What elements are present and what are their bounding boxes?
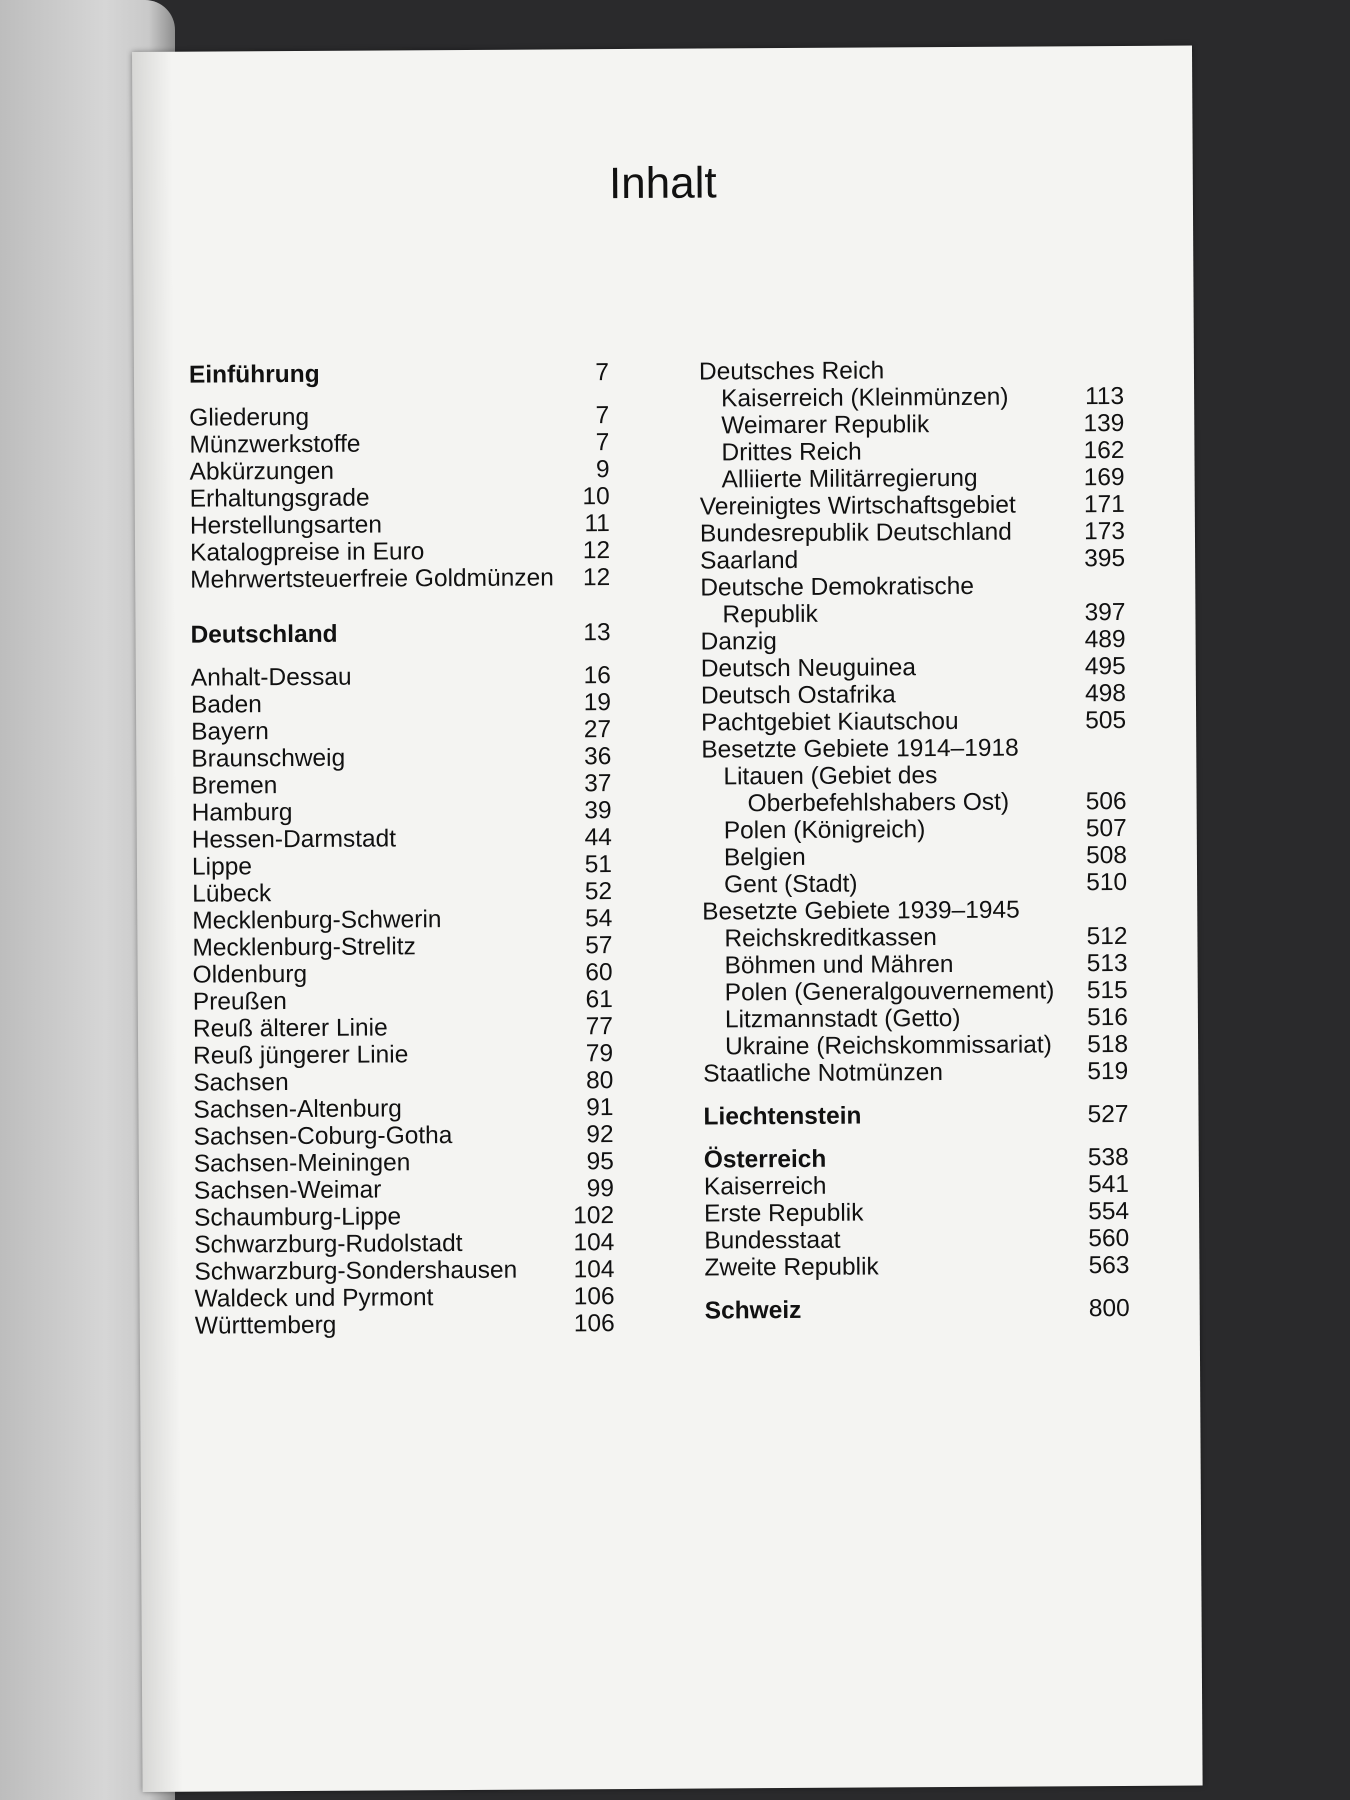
toc-entry-label: Gent (Stadt) bbox=[724, 870, 858, 899]
toc-entry-label: Deutsch Neuguinea bbox=[700, 654, 917, 683]
toc-entry-label: Abkürzungen bbox=[189, 457, 335, 486]
toc-entry-page: 519 bbox=[1087, 1057, 1129, 1086]
book-page bbox=[132, 46, 1203, 1792]
toc-entry-page: 99 bbox=[586, 1175, 615, 1203]
toc-entry bbox=[701, 734, 1126, 764]
toc-entry bbox=[194, 1148, 614, 1178]
toc-entry bbox=[192, 932, 612, 962]
toc-entry bbox=[195, 1310, 615, 1340]
toc-entry-page: 515 bbox=[1086, 976, 1128, 1005]
toc-entry-label: Böhmen und Mähren bbox=[724, 950, 954, 980]
toc-entry bbox=[195, 1283, 615, 1313]
toc-entry-label: Mecklenburg-Strelitz bbox=[192, 933, 416, 962]
toc-entry-label: Ukraine (Reichskommissariat) bbox=[725, 1031, 1052, 1061]
toc-entry-page: 19 bbox=[583, 689, 612, 717]
toc-entry-page: 12 bbox=[582, 564, 611, 592]
toc-entry-page: 508 bbox=[1085, 841, 1128, 870]
toc-entry bbox=[192, 851, 612, 881]
toc-entry bbox=[189, 429, 609, 459]
toc-entry bbox=[190, 564, 610, 594]
toc-entry bbox=[190, 537, 610, 567]
toc-entry-page: 37 bbox=[584, 770, 612, 798]
toc-entry-page: 113 bbox=[1084, 382, 1125, 411]
toc-entry-page: 60 bbox=[585, 959, 613, 987]
toc-entry bbox=[703, 1058, 1128, 1088]
toc-entry bbox=[699, 410, 1124, 440]
toc-entry bbox=[702, 869, 1127, 899]
toc-entry-page: 11 bbox=[584, 510, 610, 538]
toc-entry bbox=[189, 456, 609, 486]
toc-entry bbox=[702, 842, 1127, 872]
toc-entry bbox=[189, 402, 609, 432]
toc-entry-label: Weimarer Republik bbox=[721, 411, 930, 440]
toc-entry-page: 36 bbox=[583, 743, 612, 771]
toc-entry-page: 102 bbox=[573, 1202, 615, 1230]
toc-entry-page: 513 bbox=[1086, 949, 1128, 978]
toc-entry-label: Lübeck bbox=[192, 880, 272, 908]
toc-entry-page: 800 bbox=[1088, 1294, 1130, 1323]
toc-entry-label: Münzwerkstoffe bbox=[189, 430, 361, 459]
toc-entry-page: 77 bbox=[585, 1013, 614, 1041]
toc-entry-label: Mecklenburg-Schwerin bbox=[192, 906, 442, 935]
toc-entry-label: Saarland bbox=[700, 546, 799, 575]
toc-column-right bbox=[699, 356, 1130, 1325]
toc-entry-page: 106 bbox=[573, 1283, 615, 1311]
toc-entry-label: Erste Republik bbox=[704, 1199, 864, 1228]
toc-entry-label: Deutsches Reich bbox=[698, 357, 885, 386]
toc-column-left bbox=[189, 359, 615, 1340]
toc-entry-page: 395 bbox=[1084, 544, 1126, 573]
toc-entry bbox=[699, 383, 1124, 413]
toc-section bbox=[190, 619, 610, 649]
toc-entry bbox=[191, 743, 611, 773]
toc-entry-page: 173 bbox=[1083, 517, 1126, 546]
toc-entry-label: Schaumburg-Lippe bbox=[194, 1203, 402, 1232]
toc-entry bbox=[704, 1225, 1129, 1255]
toc-entry-label: Sachsen-Weimar bbox=[193, 1176, 382, 1205]
toc-entry-page: 554 bbox=[1088, 1197, 1130, 1226]
toc-entry-page: 57 bbox=[585, 932, 613, 960]
toc-entry-label: Baden bbox=[190, 691, 262, 719]
toc-section bbox=[703, 1101, 1128, 1131]
toc-entry-label: Zweite Republik bbox=[704, 1253, 879, 1282]
toc-entry-label: Oberbefehlshabers Ost) bbox=[747, 788, 1010, 818]
toc-entry-label: Vereinigtes Wirtschaftsgebiet bbox=[699, 491, 1016, 521]
toc-entry bbox=[194, 1202, 614, 1232]
toc-entry-label: Württemberg bbox=[194, 1311, 337, 1340]
toc-entry-label: Anhalt-Dessau bbox=[190, 663, 352, 692]
toc-section bbox=[705, 1295, 1130, 1325]
toc-entry bbox=[191, 662, 611, 692]
toc-entry bbox=[193, 1094, 613, 1124]
toc-entry-label: Danzig bbox=[700, 628, 777, 656]
toc-entry-page: 507 bbox=[1085, 814, 1127, 843]
toc-entry-page: 92 bbox=[586, 1121, 614, 1149]
toc-entry bbox=[191, 689, 611, 719]
toc-entry bbox=[701, 707, 1126, 737]
toc-entry bbox=[702, 788, 1127, 818]
toc-entry bbox=[701, 680, 1126, 710]
toc-entry bbox=[704, 1252, 1129, 1282]
toc-entry-page: 10 bbox=[582, 483, 610, 511]
toc-entry bbox=[699, 437, 1124, 467]
toc-entry-label: Waldeck und Pyrmont bbox=[194, 1284, 434, 1313]
toc-entry-page: 527 bbox=[1087, 1100, 1129, 1129]
toc-entry bbox=[700, 599, 1125, 629]
toc-entry bbox=[701, 626, 1126, 656]
toc-entry-label: Schwarzburg-Sondershausen bbox=[194, 1256, 518, 1286]
toc-entry-page: 91 bbox=[586, 1094, 614, 1122]
toc-entry-label: Sachsen-Altenburg bbox=[193, 1095, 402, 1124]
toc-entry bbox=[193, 1067, 613, 1097]
toc-entry bbox=[701, 761, 1126, 791]
toc-entry bbox=[192, 878, 612, 908]
toc-entry-page: 489 bbox=[1084, 625, 1126, 654]
toc-entry-label: Sachsen bbox=[193, 1069, 289, 1097]
toc-entry bbox=[700, 572, 1125, 602]
toc-entry-page: 495 bbox=[1084, 652, 1126, 681]
toc-entry-page: 169 bbox=[1083, 463, 1125, 492]
toc-entry-label: Gliederung bbox=[189, 403, 310, 432]
toc-entry-page: 171 bbox=[1083, 490, 1125, 519]
toc-entry bbox=[194, 1229, 614, 1259]
toc-entry-label: Sachsen-Meiningen bbox=[193, 1149, 411, 1178]
toc-entry-page: 16 bbox=[583, 662, 611, 690]
toc-entry-label: Lippe bbox=[191, 853, 253, 881]
toc-entry bbox=[703, 977, 1128, 1007]
toc-entry-label: Polen (Königreich) bbox=[723, 816, 926, 845]
toc-entry-page: 505 bbox=[1085, 706, 1127, 735]
toc-entry bbox=[194, 1256, 614, 1286]
toc-entry-page: 7 bbox=[595, 402, 610, 430]
toc-entry-label: Drittes Reich bbox=[721, 438, 862, 467]
toc-entry-label: Hessen-Darmstadt bbox=[191, 825, 397, 854]
toc-entry-label: Sachsen-Coburg-Gotha bbox=[193, 1122, 453, 1151]
toc-entry-page: 39 bbox=[584, 797, 612, 825]
toc-entry bbox=[192, 797, 612, 827]
toc-entry bbox=[702, 896, 1127, 926]
toc-entry-label: Einführung bbox=[188, 360, 320, 389]
toc-entry-page: 54 bbox=[584, 905, 613, 933]
toc-entry bbox=[700, 464, 1125, 494]
toc-entry-label: Pachtgebiet Kiautschou bbox=[701, 707, 959, 737]
toc-entry-page: 560 bbox=[1088, 1224, 1130, 1253]
toc-entry-label: Belgien bbox=[723, 843, 806, 872]
toc-entry bbox=[704, 1198, 1129, 1228]
toc-entry bbox=[193, 959, 613, 989]
toc-entry-label: Polen (Generalgouvernement) bbox=[724, 977, 1055, 1007]
toc-entry-page: 79 bbox=[585, 1040, 614, 1068]
toc-entry-label: Alliierte Militärregierung bbox=[721, 464, 978, 494]
toc-entry-label: Hamburg bbox=[191, 799, 293, 827]
toc-entry-page: 51 bbox=[584, 851, 613, 879]
toc-entry-label: Bayern bbox=[191, 718, 269, 746]
toc-entry-page: 95 bbox=[586, 1148, 614, 1176]
toc-entry-page: 104 bbox=[573, 1229, 615, 1257]
toc-entry-label: Reuß älterer Linie bbox=[192, 1014, 388, 1043]
toc-entry bbox=[703, 1031, 1128, 1061]
toc-entry bbox=[704, 1171, 1129, 1201]
toc-entry-label: Schwarzburg-Rudolstadt bbox=[194, 1230, 463, 1259]
toc-entry-label: Staatliche Notmünzen bbox=[703, 1059, 944, 1088]
toc-entry bbox=[703, 950, 1128, 980]
toc-entry-page: 7 bbox=[595, 359, 610, 387]
toc-entry-label: Schweiz bbox=[704, 1296, 802, 1325]
toc-entry-label: Kaiserreich bbox=[703, 1172, 827, 1201]
toc-entry-page: 13 bbox=[583, 619, 611, 647]
toc-entry bbox=[703, 1004, 1128, 1034]
toc-entry-page: 52 bbox=[584, 878, 613, 906]
toc-entry bbox=[193, 1013, 613, 1043]
toc-entry-label: Litauen (Gebiet des bbox=[723, 762, 938, 791]
toc-entry-page: 106 bbox=[573, 1310, 615, 1338]
toc-entry bbox=[190, 483, 610, 513]
toc-entry-label: Besetzte Gebiete 1914–1918 bbox=[701, 734, 1019, 764]
toc-entry-label: Bundesrepublik Deutschland bbox=[699, 518, 1012, 548]
toc-entry-label: Bundesstaat bbox=[704, 1226, 841, 1255]
toc-entry bbox=[702, 815, 1127, 845]
toc-entry-label: Oldenburg bbox=[192, 960, 308, 989]
toc-entry-label: Reuß jüngerer Linie bbox=[193, 1041, 409, 1070]
toc-entry bbox=[193, 986, 613, 1016]
toc-entry-label: Liechtenstein bbox=[703, 1102, 862, 1131]
toc-entry-page: 506 bbox=[1085, 787, 1127, 816]
toc-entry-page: 162 bbox=[1083, 436, 1125, 465]
toc-entry bbox=[190, 510, 610, 540]
page-title: Inhalt bbox=[608, 158, 717, 209]
toc-entry-label: Republik bbox=[722, 600, 818, 629]
toc-entry-page: 516 bbox=[1086, 1003, 1128, 1032]
toc-entry-label: Österreich bbox=[703, 1145, 827, 1174]
toc-entry bbox=[194, 1121, 614, 1151]
toc-entry-page: 510 bbox=[1086, 868, 1128, 897]
toc-entry-page: 61 bbox=[585, 986, 613, 1014]
toc-entry-label: Bremen bbox=[191, 772, 278, 800]
toc-entry-label: Erhaltungsgrade bbox=[189, 484, 370, 513]
toc-entry-label: Deutsch Ostafrika bbox=[700, 681, 896, 710]
toc-entry-page: 44 bbox=[584, 824, 612, 852]
toc-entry bbox=[191, 770, 611, 800]
toc-entry-label: Katalogpreise in Euro bbox=[189, 538, 425, 567]
toc-entry bbox=[700, 545, 1125, 575]
toc-entry bbox=[191, 716, 611, 746]
toc-entry-page: 518 bbox=[1087, 1030, 1129, 1059]
toc-entry bbox=[192, 824, 612, 854]
toc-entry-page: 512 bbox=[1086, 922, 1128, 951]
toc-entry-page: 104 bbox=[573, 1256, 615, 1284]
toc-entry bbox=[192, 905, 612, 935]
toc-entry-page: 27 bbox=[583, 716, 612, 744]
toc-entry bbox=[194, 1175, 614, 1205]
toc-entry-label: Besetzte Gebiete 1939–1945 bbox=[702, 896, 1020, 926]
toc-entry-page: 80 bbox=[585, 1067, 614, 1095]
toc-section bbox=[189, 359, 609, 389]
toc-entry bbox=[193, 1040, 613, 1070]
toc-entry-label: Kaiserreich (Kleinmünzen) bbox=[721, 383, 1009, 413]
toc-entry-page: 498 bbox=[1084, 679, 1127, 708]
toc-entry-page: 563 bbox=[1088, 1251, 1130, 1280]
toc-entry-label: Deutsche Demokratische bbox=[700, 572, 975, 602]
toc-section bbox=[704, 1144, 1129, 1174]
toc-entry-page: 538 bbox=[1087, 1143, 1129, 1172]
toc-entry-label: Deutschland bbox=[190, 620, 338, 649]
toc-entry-label: Mehrwertsteuerfreie Goldmünzen bbox=[190, 564, 554, 594]
toc-entry-page: 139 bbox=[1083, 409, 1125, 438]
toc-entry-page: 397 bbox=[1084, 598, 1126, 627]
toc-entry-page: 541 bbox=[1087, 1170, 1130, 1199]
toc-entry-label: Braunschweig bbox=[191, 744, 346, 773]
toc-entry-page: 7 bbox=[595, 429, 610, 457]
toc-entry-page: 12 bbox=[582, 537, 611, 565]
toc-entry bbox=[699, 356, 1124, 386]
toc-entry bbox=[701, 653, 1126, 683]
toc-entry-label: Herstellungsarten bbox=[189, 511, 383, 540]
toc-entry-label: Preußen bbox=[192, 988, 287, 1016]
toc-entry bbox=[702, 923, 1127, 953]
toc-entry-label: Litzmannstadt (Getto) bbox=[724, 1004, 961, 1034]
toc-entry bbox=[700, 518, 1125, 548]
toc-entry bbox=[700, 491, 1125, 521]
toc-entry-label: Reichskreditkassen bbox=[724, 924, 937, 953]
toc-entry-page: 9 bbox=[595, 456, 610, 484]
